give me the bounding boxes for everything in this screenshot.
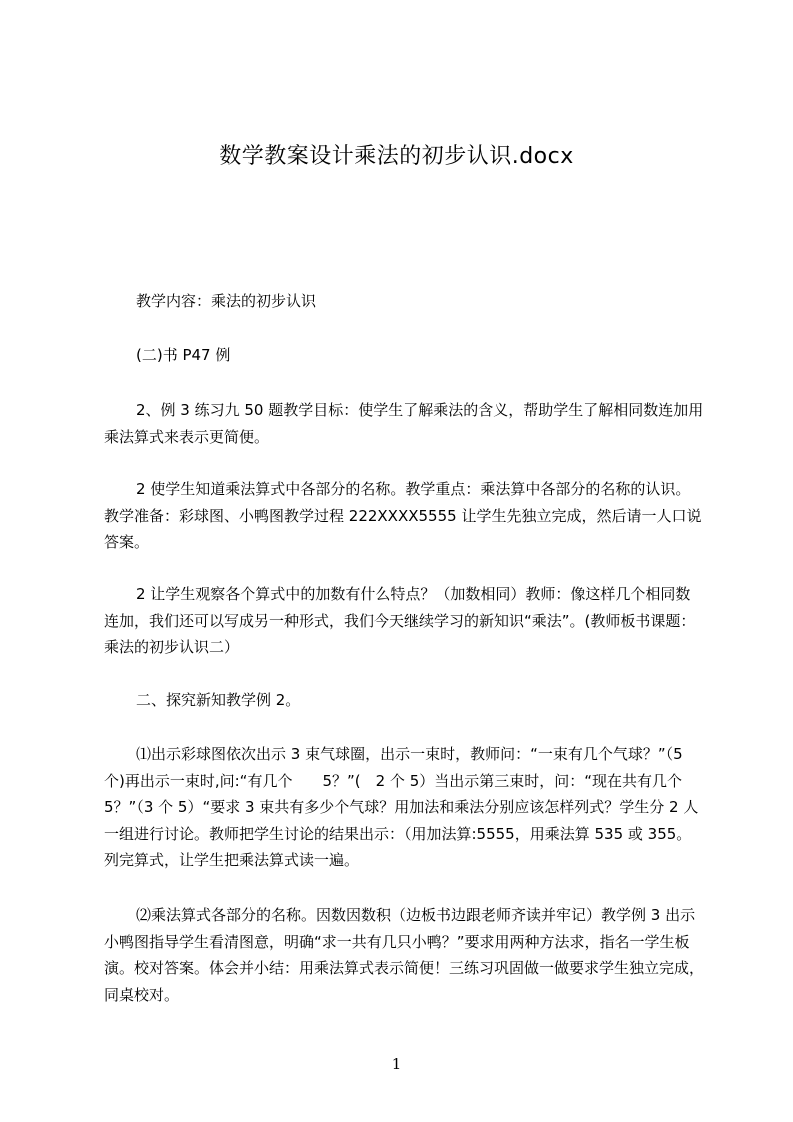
paragraph-balloon-example: ⑴出示彩球图依次出示 3 束气球圈，出示一束时，教师问：“一束有几个气球？”（5 个)再出示一束时,问:“有几个 5？”( 2 个 5）当出示第三束时，问：“现在共有几个 5？”（3 个 5）“要求 3 束共有多少个气球？用加法和乘法分别应该怎样列式？学生分 2 人一组进行讨论。教师把学生讨论的结果出示：（用加法算:5555，用乘法算 535 或 355。列完算式，让学生把乘法算式读一遍。 (104, 745, 699, 869)
paragraph-teaching-focus: 2 使学生知道乘法算式中各部分的名称。教学重点：乘法算中各部分的名称的认识。教学准备：彩球图、小鸭图教学过程 222XXXX5555 让学生先独立完成，然后请一人口说答案。 (104, 480, 702, 551)
paragraph-teaching-goal: 2、例 3 练习九 50 题教学目标：使学生了解乘法的含义，帮助学生了解相同数连加用乘法算式来表示更简便。 (104, 401, 704, 446)
paragraph-section-two-heading: 二、探究新知教学例 2。 (136, 691, 301, 709)
paragraph-book-example: (二)书 P47 例 (136, 346, 231, 364)
paragraph-teaching-content: 教学内容：乘法的初步认识 (136, 292, 317, 310)
paragraph-multiplication-parts: ⑵乘法算式各部分的名称。因数因数积（边板书边跟老师齐读并牢记）教学例 3 出示小鸭图指导学生看清图意，明确“求一共有几只小鸭？”要求用两种方法求，指名一学生板演。校对答案。体会并小结：用乘法算式表示简便！三练习巩固做一做要求学生独立完成，同桌校对。 (104, 906, 705, 1004)
paragraph-observe-addends: 2 让学生观察各个算式中的加数有什么特点？（加数相同）教师：像这样几个相同数连加，我们还可以写成另一种形式，我们今天继续学习的新知识“乘法”。(教师板书课题：乘法的初步认识二） (104, 585, 696, 656)
document-title: 数学教案设计乘法的初步认识.docx (219, 144, 574, 169)
page-number: 1 (391, 1055, 402, 1073)
